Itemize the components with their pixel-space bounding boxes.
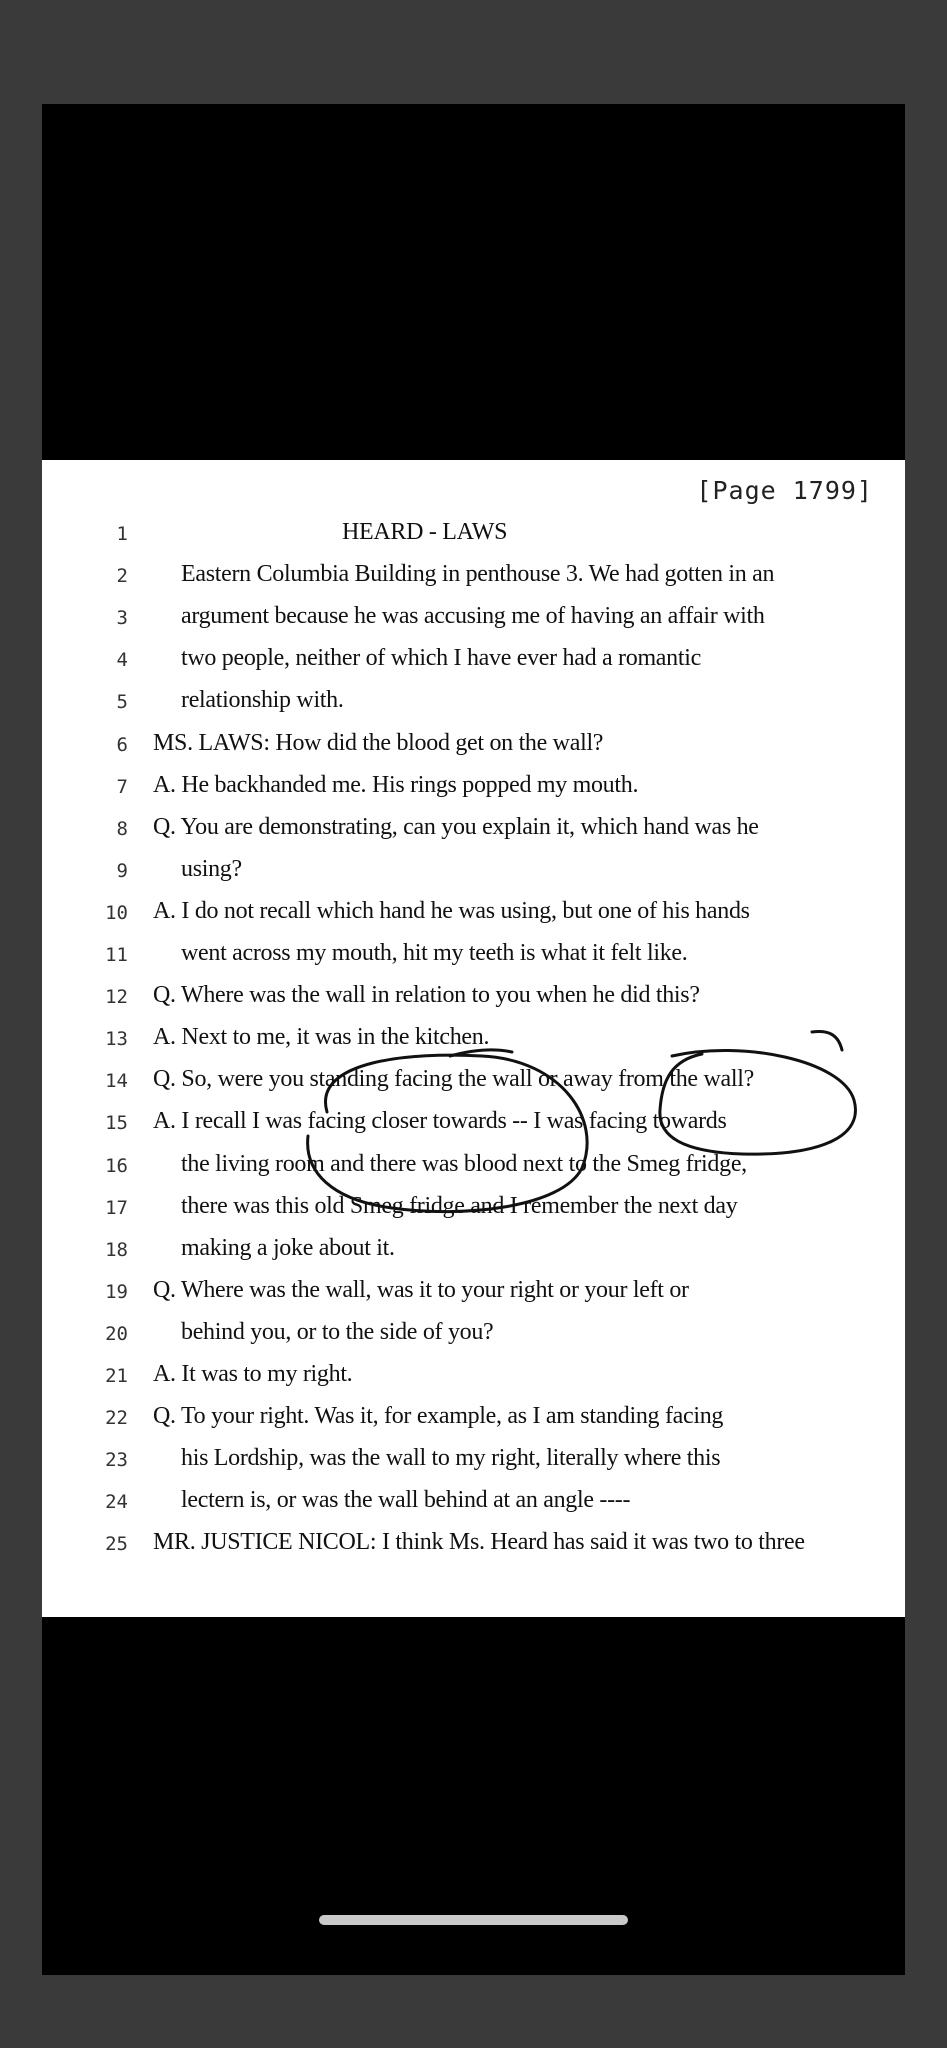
home-indicator-bar[interactable] [319, 1915, 628, 1925]
line-number: 6 [116, 733, 128, 756]
line-text: lectern is, or was the wall behind at an angle ---- [181, 1487, 631, 1514]
line-number: 3 [116, 607, 128, 630]
transcript-page [42, 460, 905, 1617]
line-number: 15 [105, 1112, 128, 1135]
line-number: 12 [105, 986, 128, 1009]
transcript-line [42, 1357, 905, 1399]
line-number: 1 [116, 523, 128, 545]
transcript-line [42, 936, 905, 978]
transcript-line [42, 1441, 905, 1483]
line-text: using? [181, 855, 242, 882]
line-number: 7 [116, 775, 128, 798]
line-number: 11 [105, 944, 128, 966]
transcript-line [42, 683, 905, 725]
transcript-line [42, 599, 905, 641]
line-text: Q. Where was the wall in relation to you when he did this? [153, 982, 700, 1009]
line-number: 25 [105, 1533, 128, 1556]
line-number: 18 [105, 1238, 128, 1261]
transcript-line [42, 641, 905, 683]
line-number: 21 [105, 1365, 128, 1387]
line-text: MS. LAWS: How did the blood get on the wall? [153, 729, 604, 756]
line-number: 23 [105, 1449, 128, 1472]
line-text: Q. You are demonstrating, can you explain it, which hand was he [153, 813, 759, 840]
line-text: A. I recall I was facing closer towards -- I was facing towards [153, 1108, 727, 1135]
line-text: MR. JUSTICE NICOL: I think Ms. Heard has said it was two to three [153, 1529, 805, 1556]
transcript-line [42, 726, 905, 768]
line-text: Eastern Columbia Building in penthouse 3. We had gotten in an [181, 561, 775, 588]
line-text: A. It was to my right. [153, 1361, 353, 1387]
line-text: relationship with. [181, 687, 344, 714]
transcript-line [42, 1147, 905, 1189]
transcript-line [42, 1483, 905, 1525]
transcript-line [42, 852, 905, 894]
line-number: 20 [105, 1322, 128, 1345]
line-number: 9 [116, 859, 128, 882]
transcript-line [42, 1062, 905, 1104]
line-text: A. I do not recall which hand he was using, but one of his hands [153, 897, 750, 924]
line-number: 24 [105, 1491, 128, 1514]
transcript-line [42, 1020, 905, 1062]
line-number: 13 [105, 1028, 128, 1051]
line-text: making a joke about it. [181, 1234, 395, 1261]
line-text: argument because he was accusing me of having an affair with [181, 603, 765, 630]
transcript-line [42, 768, 905, 810]
transcript-line [42, 515, 905, 557]
line-text: Q. To your right. Was it, for example, as I am standing facing [153, 1403, 724, 1430]
line-text: A. Next to me, it was in the kitchen. [153, 1024, 490, 1051]
line-text: the living room and there was blood next to the Smeg fridge, [181, 1150, 747, 1177]
transcript-line [42, 1525, 905, 1567]
transcript-line [42, 1273, 905, 1315]
transcript-line [42, 557, 905, 599]
transcript-line [42, 1315, 905, 1357]
line-text: behind you, or to the side of you? [181, 1318, 494, 1345]
line-number: 19 [105, 1280, 128, 1303]
line-text: his Lordship, was the wall to my right, literally where this [181, 1445, 721, 1472]
line-number: 14 [105, 1070, 128, 1093]
transcript-line [42, 1189, 905, 1231]
line-number: 2 [116, 565, 128, 588]
line-text: two people, neither of which I have ever had a romantic [181, 645, 701, 672]
line-text: Q. Where was the wall, was it to your right or your left or [153, 1276, 689, 1303]
line-text: Q. So, were you standing facing the wall or away from the wall? [153, 1066, 754, 1093]
transcript-line [42, 1104, 905, 1146]
line-number: 22 [105, 1407, 128, 1430]
transcript-line [42, 1399, 905, 1441]
line-text: there was this old Smeg fridge and I remember the next day [181, 1192, 738, 1219]
line-number: 5 [116, 691, 128, 714]
line-number: 8 [116, 817, 128, 840]
line-number: 4 [116, 649, 128, 672]
line-text: HEARD - LAWS [342, 519, 508, 545]
transcript-line [42, 978, 905, 1020]
line-number: 17 [105, 1196, 128, 1219]
transcript-line [42, 1231, 905, 1273]
line-number: 16 [105, 1154, 128, 1177]
line-text: went across my mouth, hit my teeth is what it felt like. [181, 940, 688, 966]
transcript-line [42, 894, 905, 936]
transcript-line [42, 810, 905, 852]
line-number: 10 [105, 901, 128, 924]
page-number: [Page 1799] [696, 476, 873, 505]
line-text: A. He backhanded me. His rings popped my mouth. [153, 771, 639, 798]
